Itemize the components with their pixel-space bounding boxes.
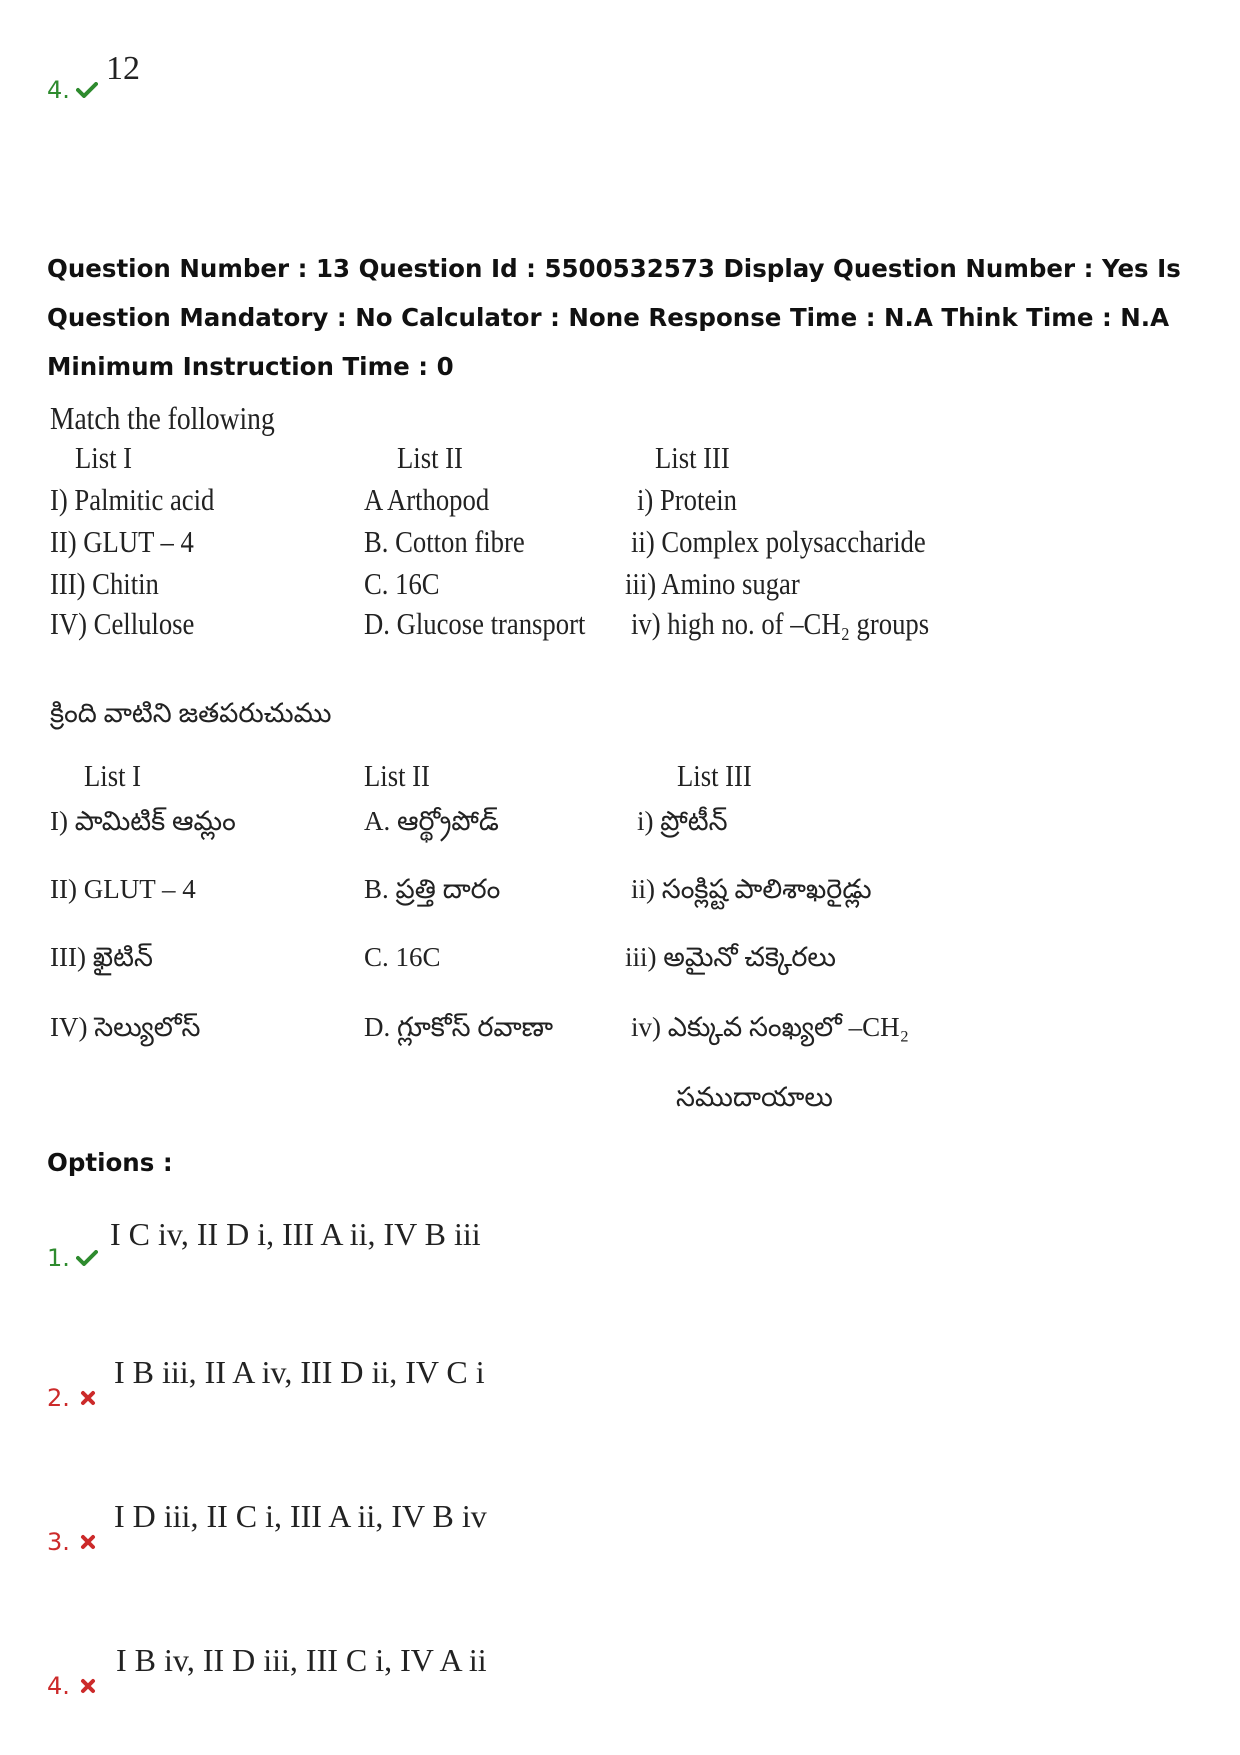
option-number: 3. bbox=[47, 1528, 70, 1556]
en-row3-col1: III) Chitin bbox=[50, 566, 159, 601]
en-row4-col3: iv) high no. of –CH₂ groups bbox=[631, 606, 930, 641]
en-row1-col1: I) Palmitic acid bbox=[50, 482, 215, 517]
option-4-text: I B iv, II D iii, III C i, IV A ii bbox=[116, 1642, 487, 1678]
en-row2-col1: II) GLUT – 4 bbox=[50, 524, 194, 559]
en-row3-col3: iii) Amino sugar bbox=[625, 566, 800, 601]
te-row2-col1: II) GLUT – 4 bbox=[50, 874, 196, 904]
te-row1-col2: A. ఆర్థ్రోపోడ్ bbox=[364, 806, 499, 836]
te-header-list3: List III bbox=[677, 758, 752, 793]
te-row4-col1: IV) సెల్యులోస్ bbox=[50, 1012, 201, 1042]
te-row3-col1: III) ఖైటిన్ bbox=[50, 942, 153, 972]
option-number: 1. bbox=[47, 1244, 70, 1272]
question-meta: Question Number : 13 Question Id : 5500532573 Display Question Number : Yes Is Question Mandatory : No Calculator : None Response Time : N.A Think Time : N.A Minimum Instruction Time : 0 bbox=[47, 254, 1181, 381]
options-label: Options : bbox=[47, 1148, 173, 1177]
prev-option-4 bbox=[47, 76, 98, 104]
en-row3-col2: C. 16C bbox=[364, 566, 440, 601]
te-header-list1: List I bbox=[84, 758, 142, 793]
option-number: 2. bbox=[47, 1384, 70, 1412]
te-row2-col2: B. ప్రత్తి దారం bbox=[364, 874, 501, 904]
en-header-list3: List III bbox=[655, 440, 730, 475]
te-row4-col2: D. గ్లూకోస్ రవాణా bbox=[364, 1012, 554, 1042]
check-icon bbox=[76, 1250, 98, 1266]
en-row2-col3: ii) Complex polysaccharide bbox=[631, 524, 926, 559]
check-icon bbox=[76, 82, 98, 98]
te-row1-col3: i) ప్రోటీన్ bbox=[637, 806, 728, 836]
cross-icon bbox=[80, 1678, 96, 1694]
en-row4-col2: D. Glucose transport bbox=[364, 606, 586, 641]
option-1-text: I C iv, II D i, III A ii, IV B iii bbox=[110, 1216, 481, 1252]
en-header-list1: List I bbox=[75, 440, 133, 475]
te-row3-col2: C. 16C bbox=[364, 942, 441, 972]
prev-option-text: 12 bbox=[106, 50, 140, 87]
te-row4-col3: iv) ఎక్కువ సంఖ్యలో –CH₂ bbox=[631, 1012, 910, 1042]
en-row4-col1: IV) Cellulose bbox=[50, 606, 195, 641]
option-2-text: I B iii, II A iv, III D ii, IV C i bbox=[114, 1354, 485, 1390]
te-row2-col3: ii) సంక్లిష్ట పాలిశాఖరైడ్లు bbox=[631, 874, 872, 904]
te-header-list2: List II bbox=[364, 758, 430, 793]
option-2 bbox=[47, 1384, 96, 1412]
option-3 bbox=[47, 1528, 96, 1556]
option-3-text: I D iii, II C i, III A ii, IV B iv bbox=[114, 1498, 487, 1534]
te-row3-col3: iii) అమైనో చక్కెరలు bbox=[625, 942, 836, 972]
te-row1-col1: I) పామిటిక్ ఆమ్లం bbox=[50, 806, 236, 836]
en-row2-col2: B. Cotton fibre bbox=[364, 524, 525, 559]
cross-icon bbox=[80, 1390, 96, 1406]
option-number: 4. bbox=[47, 76, 70, 104]
en-header-list2: List II bbox=[397, 440, 463, 475]
option-number: 4. bbox=[47, 1672, 70, 1700]
en-row1-col2: A Arthopod bbox=[364, 482, 490, 517]
option-1 bbox=[47, 1244, 98, 1272]
option-4 bbox=[47, 1672, 96, 1700]
match-title-telugu: క్రింది వాటిని జతపరుచుము bbox=[50, 698, 332, 728]
cross-icon bbox=[80, 1534, 96, 1550]
en-row1-col3: i) Protein bbox=[637, 482, 737, 517]
te-row4-continuation: సముదాయాలు bbox=[676, 1082, 833, 1112]
match-title: Match the following bbox=[50, 400, 275, 436]
